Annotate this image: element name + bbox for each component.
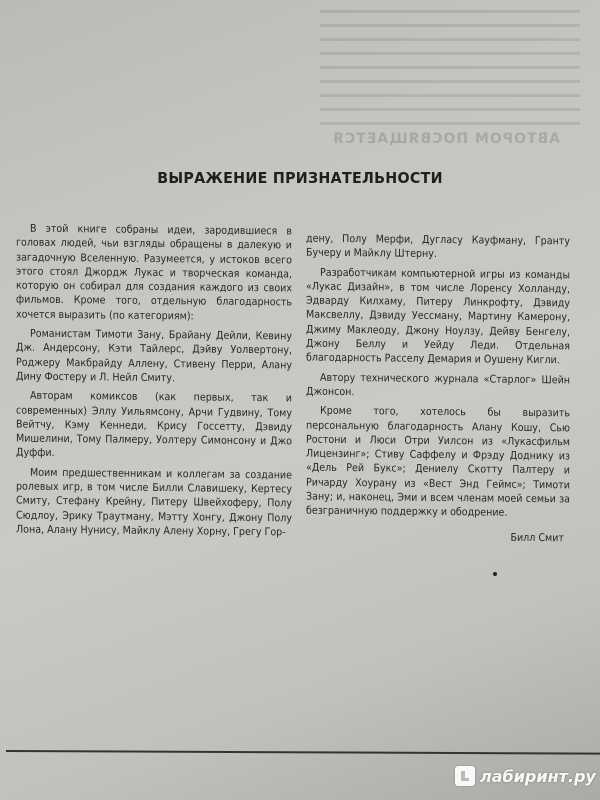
bottom-rule	[6, 750, 600, 755]
left-column	[16, 222, 292, 545]
right-paragraph-continuation: дену, Полу Мерфи, Дугласу Кауфману, Гранту Бучеру и Майклу Штерну.	[306, 232, 570, 261]
right-paragraph-personal: Кроме того, хотелось бы выразить персональную благодарность Алану Кошу, Сью Ростони и Люси Отри Уилсон из «Лукасфильм Лицензинг»; Стиву Саффелу и Фрэду Доднику из «Дель Рей Букс»; Дениелу Скотту Палтеру и Ричарду Хоурану из «Вест Энд Геймс»; Тимоти Зану; и, наконец, Эми и всем членам моей семьи за безграничную поддержку и ободрение.	[306, 405, 570, 520]
watermark-text: лабиринт.ру	[480, 766, 596, 786]
watermark	[455, 764, 596, 788]
right-column	[306, 232, 570, 546]
left-paragraph-rpg: Моим предшественникам и коллегам за создание ролевых игр, в том числе Билли Славишеку, Кертесу Смиту, Стефану Крейну, Питеру Швейхоферу, Полу Сюдлоу, Эрику Траутману, Мэтту Хонгу, Джону Полу Лона, Алану Нунису, Майклу Алену Хорну, Грегу Гор-	[16, 466, 292, 539]
bleed-through-title: АВТОРОМ ПОСВЯЩАЕТСЯ	[332, 131, 560, 147]
bleed-through-text	[300, 0, 600, 230]
right-paragraph-game-devs: Разработчикам компьютерной игры из команды «Лукас Дизайн», в том числе Лоренсу Холланду, Эдварду Килхаму, Питеру Линкрофту, Дэвиду Максвеллу, Дэвиду Уессману, Мартину Камерону, Джиму Маклеоду, Джону Ноулзу, Дейву Бенгелу, Джону Беллу и Уейду Леди. Отдельная благодарность Расселу Демария и Оушену Кигли.	[306, 266, 570, 367]
ink-dot	[493, 572, 497, 576]
left-paragraph-intro: В этой книге собраны идеи, зародившиеся в головах людей, чьи взгляды обращены в далекую и загадочную Вселенную. Разумеется, у истоков всего этого стоял Джордж Лукас и творческая команда, которую он собирал для создания каждого из своих фильмов. Кроме того, отдельную благодарность хочется выразить (по категориям):	[16, 222, 292, 323]
left-paragraph-comics: Авторам комиксов (как первых, так и современных) Эллу Уильямсону, Арчи Гудвину, Тому Вейтчу, Кэму Кеннеди, Крису Госсетту, Дэвиду Мишелини, Тому Палмеру, Уолтеру Симонсону и Джо Дуффи.	[16, 389, 292, 460]
labirint-logo-icon	[455, 766, 475, 786]
left-paragraph-novelists: Романистам Тимоти Зану, Брайану Дейли, Кевину Дж. Андерсону, Кэти Тайлерс, Дэйву Уолвертону, Роджеру Макбрайду Аллену, Стивену Перри, Алану Дину Фостеру и Л. Нейл Смиту.	[16, 327, 292, 385]
signature: Билл Смит	[510, 531, 564, 544]
right-paragraph-starlog: Автору технического журнала «Старлог» Шейн Джонсон.	[306, 371, 570, 399]
page-title: ВЫРАЖЕНИЕ ПРИЗНАТЕЛЬНОСТИ	[157, 169, 443, 187]
